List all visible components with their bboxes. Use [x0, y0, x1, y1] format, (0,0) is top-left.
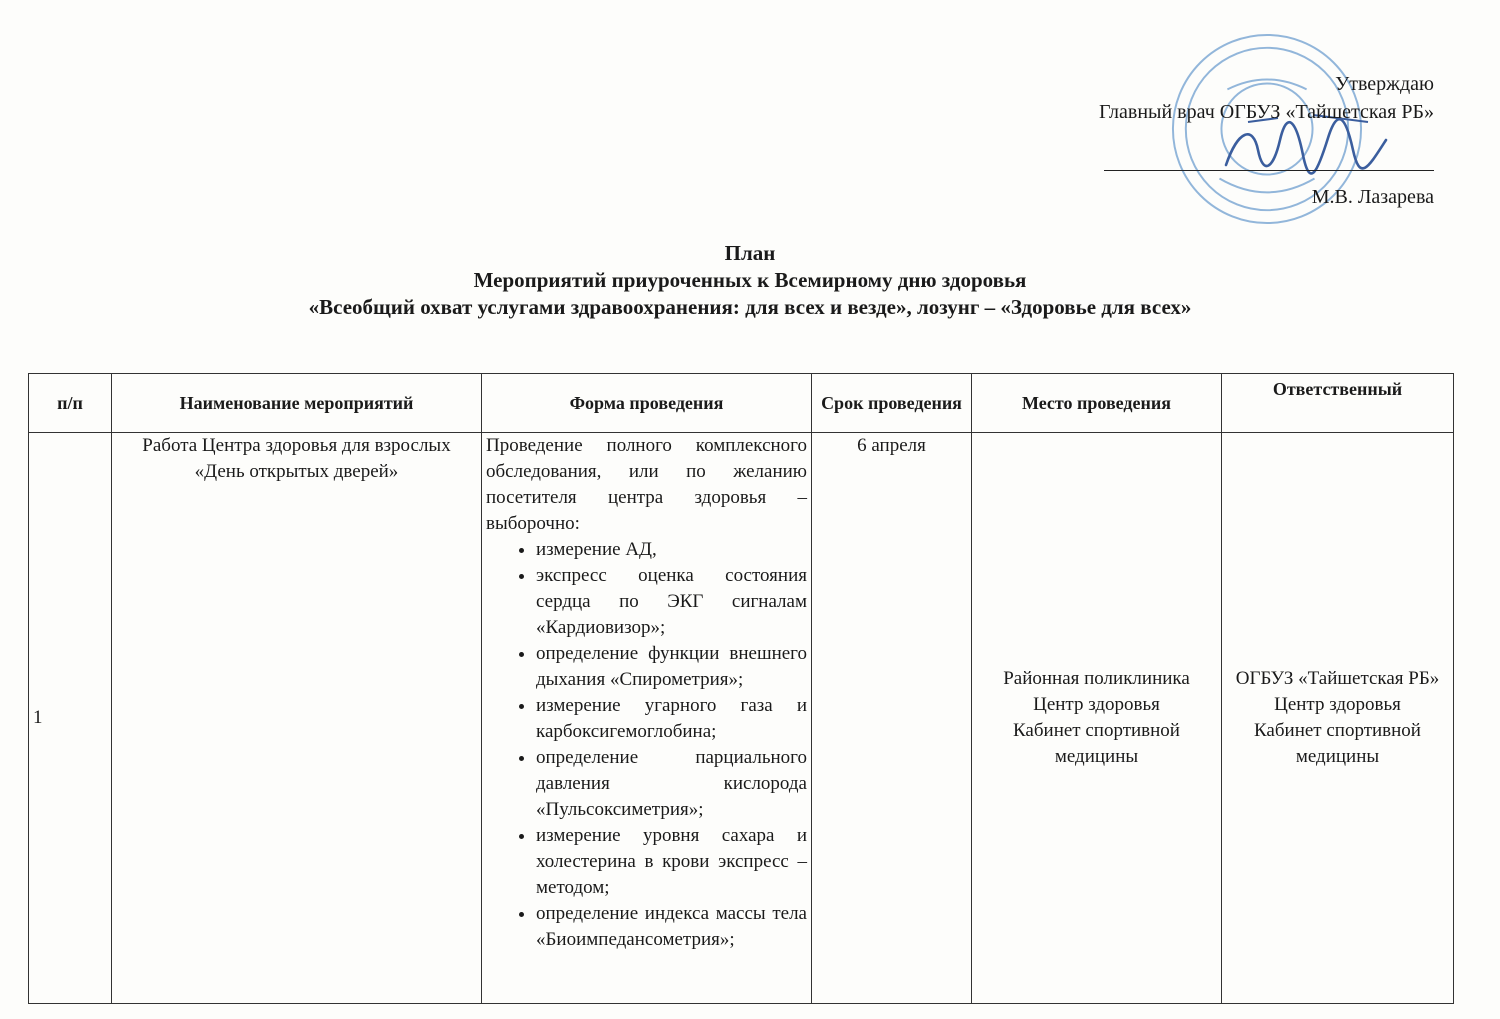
header-place: Место проведения: [972, 374, 1222, 433]
measures-list: [486, 537, 807, 953]
row-name-line-2: «День открытых дверей»: [194, 461, 399, 482]
header-term: Срок проведения: [812, 374, 972, 433]
responsible-line-1: ОГБУЗ «Тайшетская РБ»: [1235, 668, 1440, 689]
header-form: Форма проведения: [482, 374, 812, 433]
title-line-2: Мероприятий приуроченных к Всемирному дню здоровья: [473, 268, 1027, 292]
row-name-line-1: Работа Центра здоровья для взрослых: [142, 435, 451, 456]
row-name: [112, 433, 482, 1004]
header-name: Наименование мероприятий: [112, 374, 482, 433]
responsible-line-3: Кабинет спортивной медицины: [1254, 720, 1421, 767]
title-line-1: План: [724, 241, 776, 265]
place-line-2: Центр здоровья: [1033, 694, 1160, 715]
header-num: п/п: [29, 374, 112, 433]
row-term: 6 апреля: [812, 433, 972, 1004]
row-num: 1: [29, 433, 112, 1004]
list-item: • определение функции внешнего дыхания «Спирометрия»;: [536, 641, 807, 693]
list-item: • измерение АД,: [536, 537, 807, 563]
place-line-1: Районная поликлиника: [1003, 668, 1190, 689]
list-item: • измерение уровня сахара и холестерина в крови экспресс – методом;: [536, 823, 807, 901]
table-row: [29, 433, 1454, 1004]
list-item: • определение индекса массы тела «Биоимпедансометрия»;: [536, 901, 807, 953]
row-responsible: [1222, 433, 1454, 1004]
approver-position: Главный врач ОГБУЗ «Тайшетская РБ»: [1098, 101, 1434, 123]
row-place: [972, 433, 1222, 1004]
approver-name: М.В. Лазарева: [1311, 186, 1434, 208]
header-responsible: Ответственный: [1222, 374, 1454, 433]
title-line-3: «Всеобщий охват услугами здравоохранения: для всех и везде», лозунг – «Здоровье для всех»: [308, 295, 1192, 319]
plan-table: [28, 373, 1454, 1004]
approval-block: [1099, 70, 1434, 211]
list-item: • определение парциального давления кислорода «Пульсоксиметрия»;: [536, 745, 807, 823]
signature-line: [1104, 126, 1434, 171]
document-title: [0, 240, 1500, 321]
table-header-row: [29, 374, 1454, 433]
form-intro: Проведение полного комплексного обследования, или по желанию посетителя центра здоровья – выборочно:: [486, 435, 807, 534]
approval-label: Утверждаю: [1335, 73, 1434, 95]
responsible-line-2: Центр здоровья: [1274, 694, 1401, 715]
place-line-3: Кабинет спортивной медицины: [1013, 720, 1180, 767]
row-form: [482, 433, 812, 1004]
list-item: • измерение угарного газа и карбоксигемоглобина;: [536, 693, 807, 745]
list-item: • экспресс оценка состояния сердца по ЭКГ сигналам «Кардиовизор»;: [536, 563, 807, 641]
